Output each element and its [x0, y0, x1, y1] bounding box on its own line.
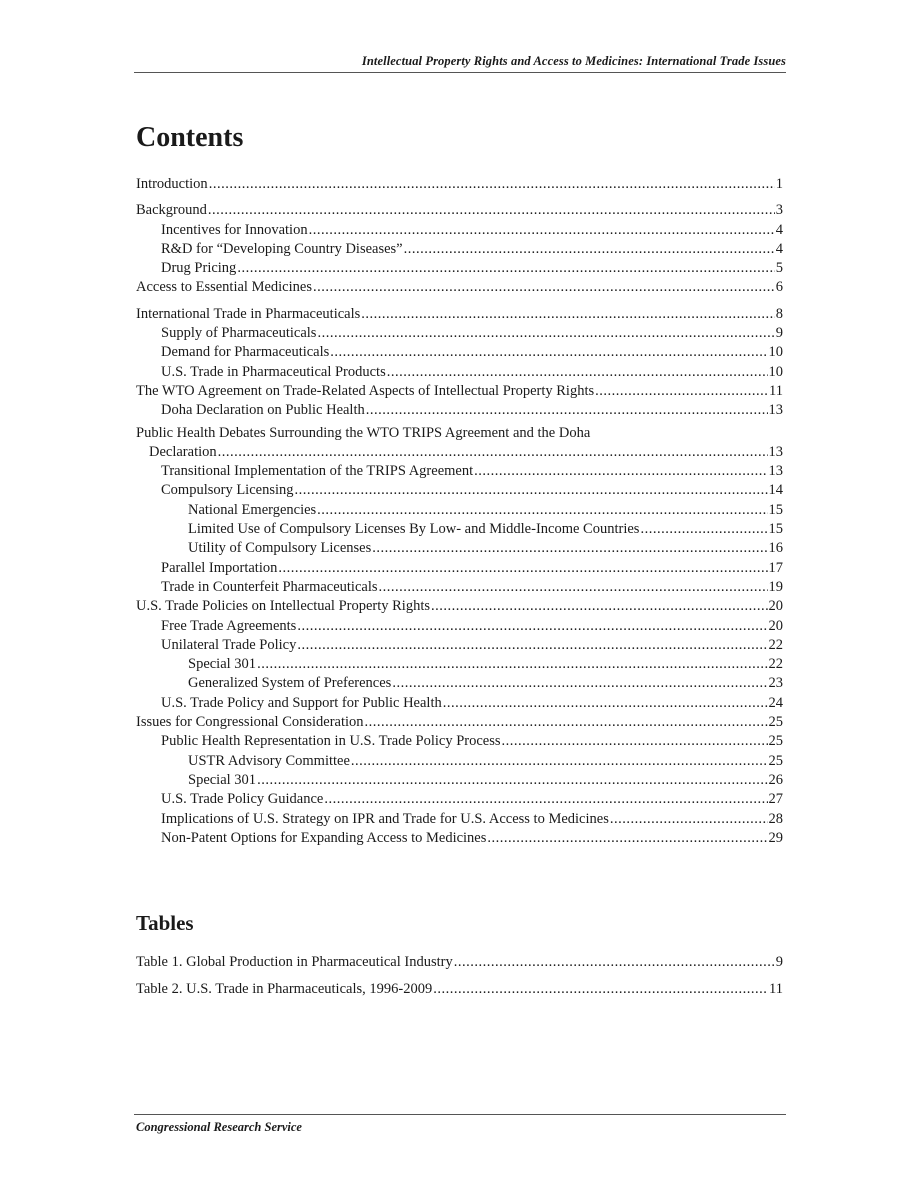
- toc-entry-page: 25: [768, 752, 783, 769]
- toc-entry-page: 4: [775, 221, 783, 238]
- dot-leader: [297, 617, 767, 636]
- toc-entry-page: 3: [775, 202, 783, 219]
- dot-leader: [297, 636, 767, 655]
- toc-entry-title: Non-Patent Options for Expanding Access to Medicines: [161, 829, 487, 846]
- dot-leader: [257, 655, 767, 674]
- toc-entry-title: Implications of U.S. Strategy on IPR and Trade for U.S. Access to Medicines: [161, 810, 609, 827]
- toc-entry-title: USTR Advisory Committee: [188, 752, 350, 769]
- toc-entry-page: 1: [775, 176, 783, 192]
- toc-entry[interactable]: [136, 752, 783, 771]
- toc-entry[interactable]: [136, 597, 783, 616]
- list-of-tables: [136, 953, 783, 1000]
- dot-leader: [209, 175, 775, 194]
- toc-entry-page: 29: [768, 829, 783, 846]
- toc-entry-title: Transitional Implementation of the TRIPS Agreement: [161, 463, 474, 480]
- dot-leader: [392, 674, 767, 693]
- dot-leader: [218, 443, 768, 462]
- toc-entry-page: 16: [768, 540, 783, 557]
- toc-entry-title: U.S. Trade Policy Guidance: [161, 791, 324, 808]
- toc-entry[interactable]: [136, 520, 783, 539]
- toc-entry[interactable]: [136, 401, 783, 420]
- running-header: Intellectual Property Rights and Access to Medicines: International Trade Issues: [361, 54, 786, 68]
- toc-entry-title: Public Health Debates Surrounding the WTO TRIPS Agreement and the Doha: [136, 424, 591, 441]
- toc-entry-title: U.S. Trade Policies on Intellectual Property Rights: [136, 598, 431, 615]
- toc-entry[interactable]: [136, 694, 783, 713]
- toc-entry-page: 20: [768, 598, 783, 615]
- dot-leader: [431, 597, 767, 616]
- toc-entry-title: Trade in Counterfeit Pharmaceuticals: [161, 578, 378, 595]
- toc-entry-title: Background: [136, 202, 207, 219]
- toc-entry[interactable]: [136, 636, 783, 655]
- dot-leader: [309, 221, 775, 240]
- toc-entry-title: U.S. Trade in Pharmaceutical Products: [161, 363, 386, 380]
- toc-entry[interactable]: [136, 655, 783, 674]
- dot-leader: [317, 501, 767, 520]
- dot-leader: [610, 810, 768, 829]
- toc-entry-title-continued: Declaration: [149, 443, 217, 460]
- toc-entry[interactable]: [136, 501, 783, 520]
- toc-entry-title: Issues for Congressional Consideration: [136, 714, 364, 731]
- toc-entry[interactable]: [136, 481, 783, 500]
- dot-leader: [387, 363, 768, 382]
- toc-entry[interactable]: [136, 559, 783, 578]
- toc-entry[interactable]: [136, 343, 783, 362]
- tables-heading: Tables: [136, 911, 194, 935]
- toc-entry-page: 8: [775, 305, 783, 322]
- dot-leader: [351, 752, 768, 771]
- toc-entry[interactable]: [136, 259, 783, 278]
- toc-entry-page: 10: [768, 344, 783, 361]
- header-rule: [134, 72, 786, 73]
- toc-entry-title: Unilateral Trade Policy: [161, 636, 297, 653]
- dot-leader: [278, 559, 767, 578]
- toc-entry-title: Demand for Pharmaceuticals: [161, 344, 330, 361]
- table-entry-title: Table 1. Global Production in Pharmaceutical Industry: [136, 954, 453, 970]
- table-entry-page: 9: [775, 954, 783, 970]
- toc-entry-page: 15: [768, 521, 783, 538]
- toc-entry-title: Incentives for Innovation: [161, 221, 308, 238]
- toc-entry-page: 26: [768, 771, 783, 788]
- toc-entry-title: Special 301: [188, 771, 257, 788]
- toc-entry[interactable]: [136, 674, 783, 693]
- dot-leader: [372, 539, 767, 558]
- toc-entry-title: Parallel Importation: [161, 559, 278, 576]
- toc-entry-title: Doha Declaration on Public Health: [161, 402, 365, 419]
- toc-entry[interactable]: [136, 578, 783, 597]
- toc-entry-page: 25: [768, 714, 783, 731]
- dot-leader: [443, 694, 768, 713]
- toc-entry-page: 9: [775, 325, 783, 342]
- toc-entry-page: 6: [775, 279, 783, 296]
- toc-entry-page: 10: [768, 363, 783, 380]
- dot-leader: [361, 305, 774, 324]
- toc-entry-title: International Trade in Pharmaceuticals: [136, 305, 361, 322]
- dot-leader: [404, 240, 775, 259]
- toc-entry-page: 13: [768, 443, 783, 460]
- toc-entry-page: 17: [768, 559, 783, 576]
- toc-entry-page: 19: [768, 578, 783, 595]
- dot-leader: [502, 732, 768, 751]
- dot-leader: [487, 829, 767, 848]
- toc-entry[interactable]: [136, 424, 783, 463]
- toc-entry-page: 11: [769, 382, 783, 399]
- toc-entry-page: 25: [768, 733, 783, 750]
- toc-entry[interactable]: [136, 305, 783, 324]
- dot-leader: [208, 201, 775, 220]
- dot-leader: [366, 401, 768, 420]
- dot-leader: [379, 578, 768, 597]
- dot-leader: [313, 278, 775, 297]
- dot-leader: [330, 343, 767, 362]
- dot-leader: [474, 462, 767, 481]
- toc-entry-page: 23: [768, 675, 783, 692]
- table-of-contents: [136, 175, 783, 848]
- dot-leader: [454, 953, 775, 972]
- toc-entry-title: Compulsory Licensing: [161, 482, 294, 499]
- toc-entry-page: 24: [768, 694, 783, 711]
- toc-entry-page: 13: [768, 402, 783, 419]
- toc-entry[interactable]: [136, 732, 783, 751]
- toc-entry-page: 15: [768, 501, 783, 518]
- toc-entry-title: R&D for “Developing Country Diseases”: [161, 240, 403, 257]
- toc-entry[interactable]: [136, 617, 783, 636]
- toc-entry-title: Supply of Pharmaceuticals: [161, 325, 317, 342]
- toc-entry-title: U.S. Trade Policy and Support for Public Health: [161, 694, 442, 711]
- contents-heading: Contents: [136, 122, 244, 153]
- toc-entry[interactable]: [136, 462, 783, 481]
- toc-entry-title: Generalized System of Preferences: [188, 675, 392, 692]
- dot-leader: [295, 481, 768, 500]
- toc-entry-title: The WTO Agreement on Trade-Related Aspects of Intellectual Property Rights: [136, 382, 595, 399]
- toc-entry-page: 4: [775, 240, 783, 257]
- toc-entry[interactable]: [136, 240, 783, 259]
- dot-leader: [640, 520, 767, 539]
- toc-entry[interactable]: [136, 175, 783, 194]
- toc-entry[interactable]: [136, 771, 783, 790]
- running-footer: Congressional Research Service: [136, 1120, 302, 1134]
- toc-entry-page: 5: [775, 260, 783, 277]
- toc-entry-page: 14: [768, 482, 783, 499]
- toc-entry-page: 22: [768, 636, 783, 653]
- toc-entry[interactable]: [136, 278, 783, 297]
- toc-entry-title: Drug Pricing: [161, 260, 237, 277]
- toc-entry[interactable]: [136, 790, 783, 809]
- dot-leader: [257, 771, 767, 790]
- toc-entry-page: 20: [768, 617, 783, 634]
- footer-rule: [134, 1114, 786, 1115]
- toc-entry[interactable]: [136, 221, 783, 240]
- toc-entry[interactable]: [136, 829, 783, 848]
- toc-entry[interactable]: [136, 810, 783, 829]
- dot-leader: [317, 324, 774, 343]
- toc-entry-title: Special 301: [188, 656, 257, 673]
- toc-entry[interactable]: [136, 324, 783, 343]
- toc-entry[interactable]: [136, 363, 783, 382]
- toc-entry-title: Access to Essential Medicines: [136, 279, 312, 296]
- toc-entry-title: Utility of Compulsory Licenses: [188, 540, 372, 557]
- toc-entry[interactable]: [136, 382, 783, 401]
- toc-entry[interactable]: [136, 713, 783, 732]
- table-entry-title: Table 2. U.S. Trade in Pharmaceuticals, 1996-2009: [136, 981, 433, 998]
- toc-entry-page: 22: [768, 656, 783, 673]
- toc-entry-page: 13: [768, 463, 783, 480]
- dot-leader: [237, 259, 774, 278]
- toc-entry-title: Free Trade Agreements: [161, 617, 297, 634]
- dot-leader: [433, 980, 768, 999]
- table-list-entry[interactable]: [136, 980, 783, 999]
- toc-entry[interactable]: [136, 539, 783, 558]
- table-entry-page: 11: [769, 981, 783, 998]
- toc-entry-page: 27: [768, 791, 783, 808]
- toc-entry-title: Introduction: [136, 176, 208, 192]
- toc-entry-title: National Emergencies: [188, 501, 317, 518]
- toc-entry-title: Public Health Representation in U.S. Trade Policy Process: [161, 733, 501, 750]
- dot-leader: [595, 382, 768, 401]
- dot-leader: [324, 790, 767, 809]
- toc-entry-title: Limited Use of Compulsory Licenses By Low- and Middle-Income Countries: [188, 521, 640, 538]
- dot-leader: [365, 713, 768, 732]
- toc-entry-page: 28: [768, 810, 783, 827]
- toc-entry[interactable]: [136, 201, 783, 220]
- table-list-entry[interactable]: [136, 953, 783, 972]
